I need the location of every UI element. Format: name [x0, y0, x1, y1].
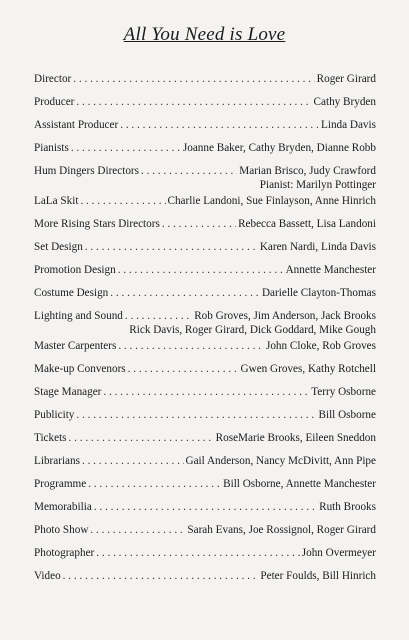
credit-role: Hum Dingers Directors — [34, 165, 140, 177]
credit-names: Bill Osborne — [318, 409, 376, 421]
credit-role: Librarians — [34, 455, 80, 467]
credit-row — [34, 141, 376, 155]
credit-role: Lighting and Sound — [34, 310, 123, 322]
credit-names: Linda Davis — [321, 119, 376, 131]
credit-role: Assistant Producer — [34, 119, 119, 131]
dot-leader — [103, 385, 309, 399]
credit-row — [34, 95, 376, 109]
credit-role: Director — [34, 73, 72, 85]
credit-role: Costume Design — [34, 287, 109, 299]
credit-role: Producer — [34, 96, 75, 108]
credit-names: Joanne Baker, Cathy Bryden, Dianne Robb — [182, 142, 376, 154]
dot-leader — [73, 72, 314, 86]
credit-role: Make-up Convenors — [34, 363, 126, 375]
dot-leader — [125, 309, 192, 323]
credit-names: Sarah Evans, Joe Rossignol, Roger Girard — [187, 524, 376, 536]
credit-row — [34, 477, 376, 491]
credit-names: Roger Girard — [316, 73, 376, 85]
credit-row — [34, 431, 376, 445]
credit-role: Memorabilia — [34, 501, 92, 513]
credit-names: Gail Anderson, Nancy McDivitt, Ann Pipe — [185, 455, 376, 467]
credit-role: Publicity — [34, 409, 75, 421]
credit-row — [34, 286, 376, 300]
credit-role: Photographer — [34, 547, 95, 559]
credit-names: Peter Foulds, Bill Hinrich — [260, 570, 376, 582]
dot-leader — [63, 569, 259, 583]
page-title: All You Need is Love — [123, 24, 286, 45]
dot-leader — [76, 408, 316, 422]
credit-row — [34, 500, 376, 514]
dot-leader — [88, 477, 221, 491]
dot-leader — [90, 523, 185, 537]
credit-row — [34, 339, 376, 353]
credit-row — [34, 240, 376, 254]
credit-names: Darielle Clayton-Thomas — [261, 287, 376, 299]
dot-leader — [76, 95, 311, 109]
credit-row — [34, 546, 376, 560]
credit-names-continued: Rick Davis, Roger Girard, Dick Goddard, Mike Gough — [129, 324, 376, 336]
credit-names: Marian Brisco, Judy Crawford — [239, 165, 376, 177]
credit-role: More Rising Stars Directors — [34, 218, 160, 230]
dot-leader — [118, 339, 264, 353]
credit-role: Tickets — [34, 432, 67, 444]
dot-leader — [118, 263, 284, 277]
credit-row — [34, 408, 376, 422]
credit-role: Stage Manager — [34, 386, 102, 398]
dot-leader — [94, 500, 317, 514]
credit-role: LaLa Skit — [34, 195, 79, 207]
credit-role: Programme — [34, 478, 87, 490]
credit-names: Gwen Groves, Kathy Rotchell — [240, 363, 376, 375]
credit-row — [34, 385, 376, 399]
credit-row — [34, 263, 376, 277]
credit-names: Charlie Landoni, Sue Finlayson, Anne Hinrich — [167, 195, 376, 207]
dot-leader — [96, 546, 299, 560]
credit-names: Annette Manchester — [285, 264, 376, 276]
credit-names: RoseMarie Brooks, Eileen Sneddon — [215, 432, 376, 444]
dot-leader — [69, 431, 214, 445]
credit-names-continued: Pianist: Marilyn Pottinger — [259, 179, 376, 191]
credit-names: Karen Nardi, Linda Davis — [259, 241, 376, 253]
credits-list — [34, 72, 376, 583]
credit-names: Ruth Brooks — [319, 501, 376, 513]
credit-names: Terry Osborne — [311, 386, 376, 398]
credit-row — [34, 72, 376, 86]
credit-role: Set Design — [34, 241, 83, 253]
dot-leader — [162, 217, 236, 231]
dot-leader — [141, 164, 237, 178]
credit-row — [34, 217, 376, 231]
credit-role: Video — [34, 570, 61, 582]
credit-row — [34, 118, 376, 132]
credit-names: Rebecca Bassett, Lisa Landoni — [238, 218, 376, 230]
credit-names: John Overmeyer — [301, 547, 376, 559]
credit-row — [34, 164, 376, 178]
credit-names: Rob Groves, Jim Anderson, Jack Brooks — [194, 310, 376, 322]
credit-row — [34, 454, 376, 468]
credit-role: Pianists — [34, 142, 69, 154]
dot-leader — [71, 141, 181, 155]
credit-role: Master Carpenters — [34, 340, 117, 352]
credit-row — [34, 569, 376, 583]
dot-leader — [82, 454, 184, 468]
dot-leader — [110, 286, 260, 300]
dot-leader — [128, 362, 239, 376]
credit-row — [34, 194, 376, 208]
credit-names: Bill Osborne, Annette Manchester — [223, 478, 376, 490]
dot-leader — [85, 240, 258, 254]
credit-row — [34, 523, 376, 537]
credit-row — [34, 309, 376, 323]
credit-role: Photo Show — [34, 524, 89, 536]
credit-row — [34, 362, 376, 376]
credit-names: John Cloke, Rob Groves — [265, 340, 376, 352]
credit-role: Promotion Design — [34, 264, 116, 276]
dot-leader — [120, 118, 319, 132]
dot-leader — [80, 194, 165, 208]
credit-names: Cathy Bryden — [313, 96, 376, 108]
